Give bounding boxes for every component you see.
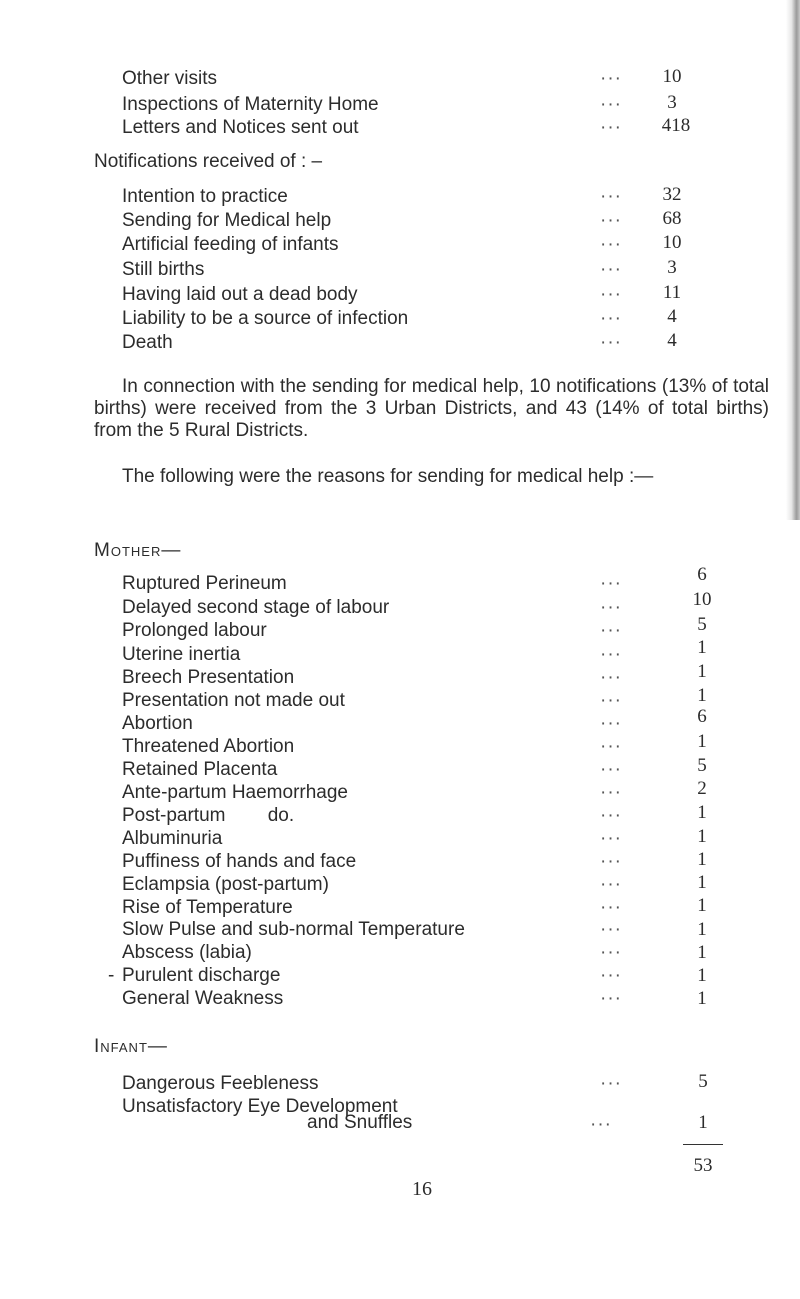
list-item-label: Breech Presentation — [122, 667, 295, 688]
leader-dots: ··· — [600, 186, 622, 207]
leader-dots: ··· — [600, 713, 622, 734]
list-item-label: Eclampsia (post-partum) — [122, 874, 329, 895]
list-item-label: Delayed second stage of labour — [122, 597, 390, 618]
leader-dots: ··· — [600, 988, 622, 1009]
list-item-value: 10 — [662, 232, 682, 253]
leader-dots: ··· — [600, 805, 622, 826]
list-item-value: 3 — [667, 257, 677, 278]
list-item-value: 32 — [662, 184, 682, 205]
list-item-value: 418 — [661, 115, 691, 136]
list-item-label: General Weakness — [122, 988, 284, 1009]
list-item-label: Having laid out a dead body — [122, 284, 358, 305]
list-item-value: 1 — [697, 965, 707, 986]
list-item-value: 5 — [697, 755, 707, 776]
list-item-value: 6 — [697, 564, 707, 585]
list-item-label: Ruptured Perineum — [122, 573, 287, 594]
list-item-value: 1 — [697, 895, 707, 916]
list-item-value: 3 — [667, 92, 677, 113]
list-item-value: 10 — [692, 589, 712, 610]
list-item-value: 5 — [697, 614, 707, 635]
list-item-label: Threatened Abortion — [122, 736, 295, 757]
leader-dots: ··· — [600, 210, 622, 231]
total-rule — [683, 1144, 723, 1145]
leader-dots: ··· — [600, 759, 622, 780]
list-item-label: Abortion — [122, 713, 193, 734]
list-item-label: Albuminuria — [122, 828, 223, 849]
list-item-label: Abscess (labia) — [122, 942, 252, 963]
total-value: 53 — [693, 1155, 713, 1176]
leader-dots: ··· — [600, 1073, 622, 1094]
leader-dots: ··· — [600, 942, 622, 963]
paragraph-reasons-intro: The following were the reasons for sending for medical help :— — [122, 466, 654, 487]
list-item-label: Inspections of Maternity Home — [122, 94, 379, 115]
list-item-label: Slow Pulse and sub-normal Temperature — [122, 919, 465, 940]
leader-dots: ··· — [600, 68, 622, 89]
list-item-label: Presentation not made out — [122, 690, 345, 711]
list-item-label: Rise of Temperature — [122, 897, 293, 918]
leader-dots: ··· — [600, 620, 622, 641]
leader-dots: ··· — [600, 897, 622, 918]
leader-dots: ··· — [600, 573, 622, 594]
list-item-value: 1 — [697, 685, 707, 706]
list-item-label: Artificial feeding of infants — [122, 234, 339, 255]
leader-dots: ··· — [600, 782, 622, 803]
notifications-heading: Notifications received of : – — [94, 151, 323, 172]
list-item-value: 6 — [697, 706, 707, 727]
list-item-value: 1 — [697, 872, 707, 893]
leader-dots: ··· — [600, 308, 622, 329]
infant-heading: Infant— — [94, 1036, 168, 1057]
list-item-label: Uterine inertia — [122, 644, 241, 665]
list-item-value: 4 — [667, 330, 677, 351]
list-item-value: 1 — [697, 942, 707, 963]
list-item-value: 1 — [697, 731, 707, 752]
paragraph-medical-help-notifications: In connection with the sending for medical help, 10 notifications (13% of total births) were received from the 3 Urban Districts, and 43 (14% of total births) from the 5 Rural Districts. — [94, 376, 769, 441]
leader-dots: ··· — [590, 1114, 612, 1135]
list-item-label: Death — [122, 332, 173, 353]
list-item-label: Dangerous Feebleness — [122, 1073, 319, 1094]
list-item-label: Unsatisfactory Eye Development — [122, 1096, 398, 1117]
list-item-label: Purulent discharge — [122, 965, 281, 986]
leader-dots: ··· — [600, 828, 622, 849]
leader-dots: ··· — [600, 259, 622, 280]
leader-dots: ··· — [600, 284, 622, 305]
list-item-value: 4 — [667, 306, 677, 327]
list-item-value: 5 — [698, 1071, 708, 1092]
leader-dots: ··· — [600, 690, 622, 711]
page-edge-shadow — [786, 0, 800, 520]
list-item-bullet: - — [108, 965, 115, 986]
list-item-label: Sending for Medical help — [122, 210, 332, 231]
list-item-label: Liability to be a source of infection — [122, 308, 409, 329]
list-item-label: Prolonged labour — [122, 620, 267, 641]
list-item-value: 2 — [697, 778, 707, 799]
list-item-value: 1 — [697, 802, 707, 823]
list-item-value: 1 — [697, 637, 707, 658]
list-item-label: Ante-partum Haemorrhage — [122, 782, 348, 803]
list-item-value: 1 — [697, 826, 707, 847]
list-item-value: 10 — [662, 66, 682, 87]
leader-dots: ··· — [600, 965, 622, 986]
leader-dots: ··· — [600, 234, 622, 255]
list-item-value: 1 — [697, 988, 707, 1009]
list-item-label: Retained Placenta — [122, 759, 278, 780]
list-item-label-continuation: and Snuffles — [307, 1112, 413, 1133]
list-item-label: Intention to practice — [122, 186, 288, 207]
list-item-value: 11 — [662, 282, 682, 303]
list-item-value: 1 — [697, 849, 707, 870]
leader-dots: ··· — [600, 332, 622, 353]
leader-dots: ··· — [600, 667, 622, 688]
list-item-label: Puffiness of hands and face — [122, 851, 357, 872]
leader-dots: ··· — [600, 919, 622, 940]
list-item-label: Other visits — [122, 68, 218, 89]
list-item-value: 1 — [697, 661, 707, 682]
mother-heading: Mother— — [94, 540, 182, 561]
leader-dots: ··· — [600, 597, 622, 618]
leader-dots: ··· — [600, 117, 622, 138]
list-item-label: Still births — [122, 259, 205, 280]
page-number: 16 — [412, 1178, 432, 1200]
leader-dots: ··· — [600, 94, 622, 115]
list-item-value: 1 — [698, 1112, 708, 1133]
list-item-label: Post-partum do. — [122, 805, 295, 826]
list-item-value: 68 — [662, 208, 682, 229]
list-item-value: 1 — [697, 919, 707, 940]
list-item-label: Letters and Notices sent out — [122, 117, 359, 138]
leader-dots: ··· — [600, 736, 622, 757]
leader-dots: ··· — [600, 851, 622, 872]
leader-dots: ··· — [600, 644, 622, 665]
leader-dots: ··· — [600, 874, 622, 895]
